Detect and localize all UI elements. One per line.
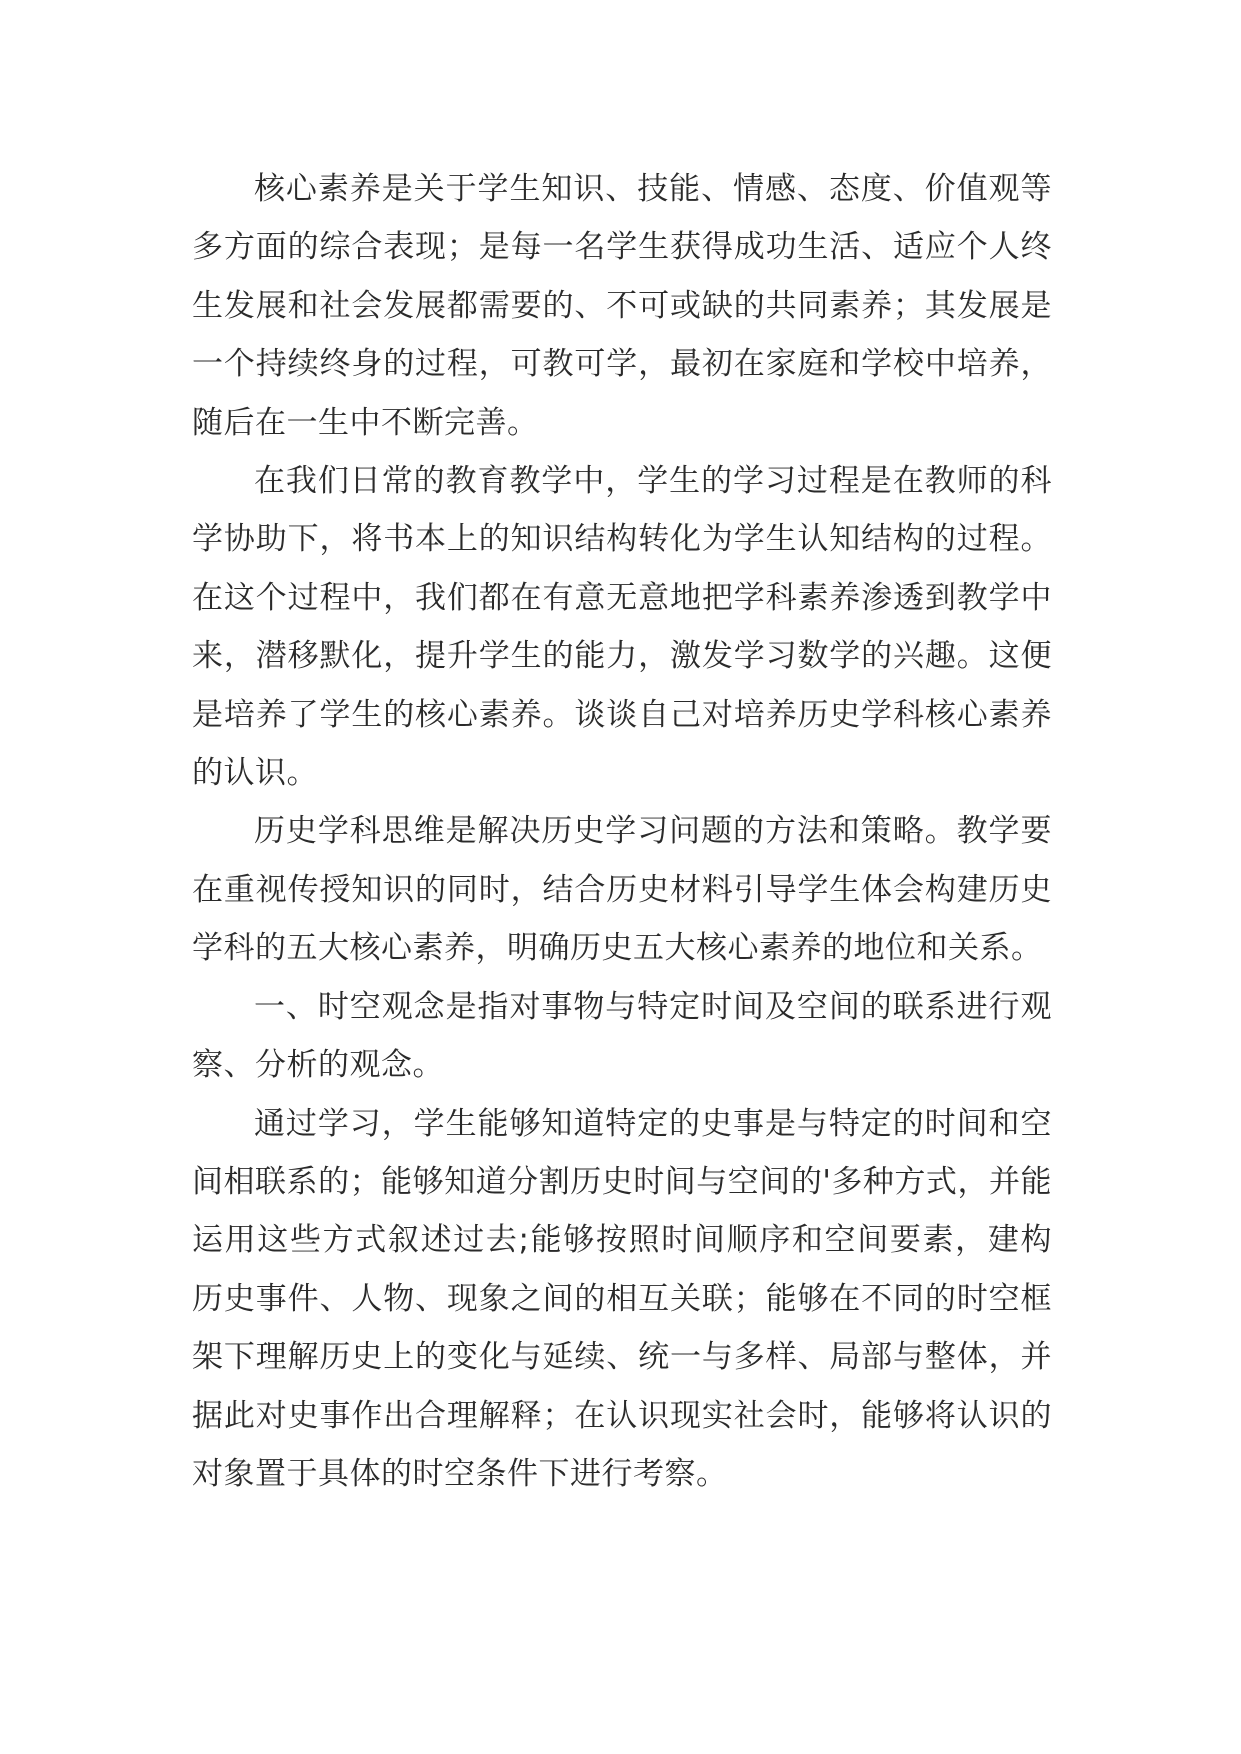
- paragraph-core-literacy-definition: 核心素养是关于学生知识、技能、情感、态度、价值观等多方面的综合表现；是每一名学生获得成功生活、适应个人终生发展和社会发展都需要的、不可或缺的共同素养；其发展是一个持续终身的过程，可教可学，最初在家庭和学校中培养，随后在一生中不断完善。: [192, 171, 1052, 441]
- document-body: [192, 160, 1052, 1503]
- paragraph-history-thinking: 历史学科思维是解决历史学习问题的方法和策略。教学要在重视传授知识的同时，结合历史材料引导学生体会构建历史学科的五大核心素养，明确历史五大核心素养的地位和关系。: [192, 813, 1052, 967]
- paragraph-spacetime-details: 通过学习，学生能够知道特定的史事是与特定的时间和空间相联系的；能够知道分割历史时间与空间的'多种方式，并能运用这些方式叙述过去;能够按照时间顺序和空间要素，建构历史事件、人物、现象之间的相互关联；能够在不同的时空框架下理解历史上的变化与延续、统一与多样、局部与整体，并据此对史事作出合理解释；在认识现实社会时，能够将认识的对象置于具体的时空条件下进行考察。: [192, 1105, 1052, 1492]
- paragraph-teaching-process: 在我们日常的教育教学中，学生的学习过程是在教师的科学协助下，将书本上的知识结构转化为学生认知结构的过程。在这个过程中，我们都在有意无意地把学科素养渗透到教学中来，潜移默化，提升学生的能力，激发学习数学的兴趣。这便是培养了学生的核心素养。谈谈自己对培养历史学科核心素养的认识。: [192, 463, 1052, 792]
- paragraph-section-heading-spacetime: 一、时空观念是指对事物与特定时间及空间的联系进行观察、分析的观念。: [192, 988, 1052, 1084]
